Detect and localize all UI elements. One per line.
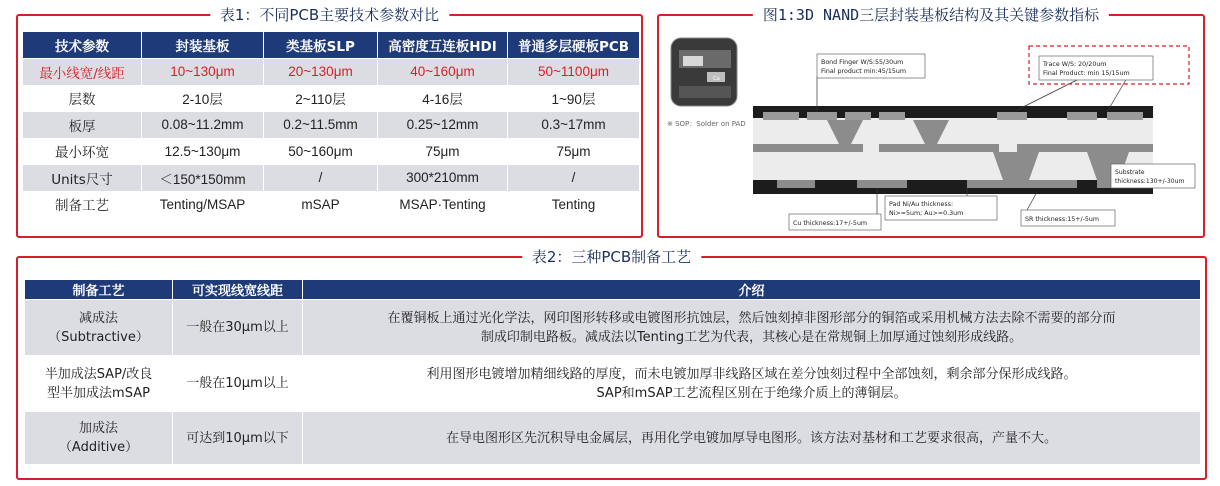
table2-header: 可实现线宽线距	[173, 280, 303, 300]
description-line: SAP和mSAP工艺流程区别在于绝缘介质上的薄铜层。	[596, 385, 907, 401]
substrate-thickness-label: thickness:130+/-30um	[1115, 178, 1185, 185]
process-name-cell	[25, 412, 173, 465]
table1-row	[23, 59, 640, 86]
table1-header-row	[23, 32, 640, 59]
pad-thickness-label: Ni>=5um; Au>=0.3um	[889, 210, 964, 217]
table1-header: 类基板SLP	[264, 32, 378, 59]
line-width-cell: 一般在30μm以上	[173, 300, 303, 356]
table1-cell: 2-10层	[142, 85, 264, 112]
process-description-cell	[303, 412, 1201, 465]
table1-cell: /	[264, 165, 378, 192]
table1-row	[23, 191, 640, 218]
process-name-line: 半加成法SAP/改良	[44, 366, 153, 382]
table1-row	[23, 138, 640, 165]
description-line: 制成印制电路板。减成法以Tenting工艺为代表，其核心是在常规铜上加厚通过蚀刻形成线路。	[480, 329, 1023, 345]
table2-row	[25, 300, 1201, 356]
table1-cell: 板厚	[23, 112, 142, 139]
process-name-line: （Additive）	[58, 440, 139, 455]
sop-note: ※ SOP：Solder on PAD	[667, 120, 746, 128]
process-name-line: 减成法	[78, 310, 118, 326]
process-name-cell	[25, 300, 173, 356]
table1-cell: 50~160μm	[264, 138, 378, 165]
table1-cell: 2~110层	[264, 85, 378, 112]
table1-cell: 制备工艺	[23, 191, 142, 218]
table1-cell: mSAP	[264, 191, 378, 218]
description-line: 在导电图形区先沉积导电金属层，再用化学电镀加厚导电图形。该方法对基材和工艺要求很高，产量不大。	[445, 430, 1057, 446]
table1-cell: Tenting/MSAP	[142, 191, 264, 218]
table1-cell: Units尺寸	[23, 165, 142, 192]
table1-cell: 300*210mm	[378, 165, 508, 192]
process-name-line: 加成法	[78, 421, 118, 436]
table2-header: 介绍	[303, 280, 1201, 300]
table2-header-row	[25, 280, 1201, 300]
inset-cu-label: Cu	[713, 76, 720, 82]
process-description-cell	[303, 356, 1201, 412]
table1-cell: 0.25~12mm	[378, 112, 508, 139]
table1-cell: 1~90层	[508, 85, 640, 112]
figure1-title: 图1:3D NAND三层封装基板结构及其关键参数指标	[753, 3, 1109, 27]
table1-cell: 75μm	[378, 138, 508, 165]
table1-header: 封装基板	[142, 32, 264, 59]
table1-cell: 4-16层	[378, 85, 508, 112]
pcb-parameter-table	[22, 31, 640, 218]
process-name-line: （Subtractive）	[48, 329, 149, 345]
table1-cell: 40~160μm	[378, 59, 508, 86]
table1-cell: Tenting	[508, 191, 640, 218]
table2-title: 表2：三种PCB制备工艺	[522, 245, 701, 269]
table1-cell: ＜150*150mm	[142, 165, 264, 192]
trace-final-label: Final Product: min 15/15um	[1043, 70, 1130, 77]
line-width-cell: 可达到10μm以下	[173, 412, 303, 465]
table1-row	[23, 165, 640, 192]
table1-cell: 75μm	[508, 138, 640, 165]
table2-row	[25, 412, 1201, 465]
trace-label: Trace W/S: 20/20um	[1043, 61, 1107, 68]
table1-row	[23, 85, 640, 112]
table2-frame	[16, 248, 1207, 480]
table1-cell: MSAP·Tenting	[378, 191, 508, 218]
table1-header: 高密度互连板HDI	[378, 32, 508, 59]
table1-row	[23, 112, 640, 139]
table1-cell: 0.08~11.2mm	[142, 112, 264, 139]
figure1-frame	[657, 6, 1205, 238]
process-description-cell	[303, 300, 1201, 356]
table1-cell: 最小线宽/线距	[23, 59, 142, 86]
table2-row	[25, 356, 1201, 412]
table1-header: 普通多层硬板PCB	[508, 32, 640, 59]
sr-thickness-label: SR thickness:15+/-5um	[1025, 216, 1100, 223]
description-line: 利用图形电镀增加精细线路的厚度，而未电镀加厚非线路区域在差分蚀刻过程中全部蚀刻，剩余部分保形成线路。	[426, 366, 1077, 382]
process-name-line: 型半加成法mSAP	[47, 385, 150, 401]
table1-cell: 0.2~11.5mm	[264, 112, 378, 139]
substrate-cross-section-diagram	[667, 32, 1197, 234]
table1-cell: 12.5~130μm	[142, 138, 264, 165]
pcb-process-table	[24, 279, 1201, 465]
table1-cell: /	[508, 165, 640, 192]
table1-frame	[16, 6, 643, 238]
table1-title: 表1：不同PCB主要技术参数对比	[210, 3, 449, 27]
table1-cell: 20~130μm	[264, 59, 378, 86]
table1-cell: 50~1100μm	[508, 59, 640, 86]
table1-cell: 0.3~17mm	[508, 112, 640, 139]
pad-label: Pad Ni/Au thickness:	[889, 201, 954, 208]
table1-cell: 10~130μm	[142, 59, 264, 86]
table2-header: 制备工艺	[25, 280, 173, 300]
table1-cell: 最小环宽	[23, 138, 142, 165]
cu-thickness-label: Cu thickness:17+/-5um	[793, 220, 868, 227]
table1-header: 技术参数	[23, 32, 142, 59]
table1-cell: 层数	[23, 85, 142, 112]
line-width-cell: 一般在10μm以上	[173, 356, 303, 412]
substrate-label: Substrate	[1115, 169, 1145, 176]
process-name-cell	[25, 356, 173, 412]
bond-finger-label: Bond Finger W/S:55/30um	[821, 59, 904, 66]
description-line: 在覆铜板上通过光化学法，网印图形转移或电镀图形抗蚀层，然后蚀刻掉非图形部分的铜箔或采用机械方法去除不需要的部分而	[387, 310, 1116, 326]
bond-finger-final-label: Final product min:45/15um	[821, 68, 907, 75]
